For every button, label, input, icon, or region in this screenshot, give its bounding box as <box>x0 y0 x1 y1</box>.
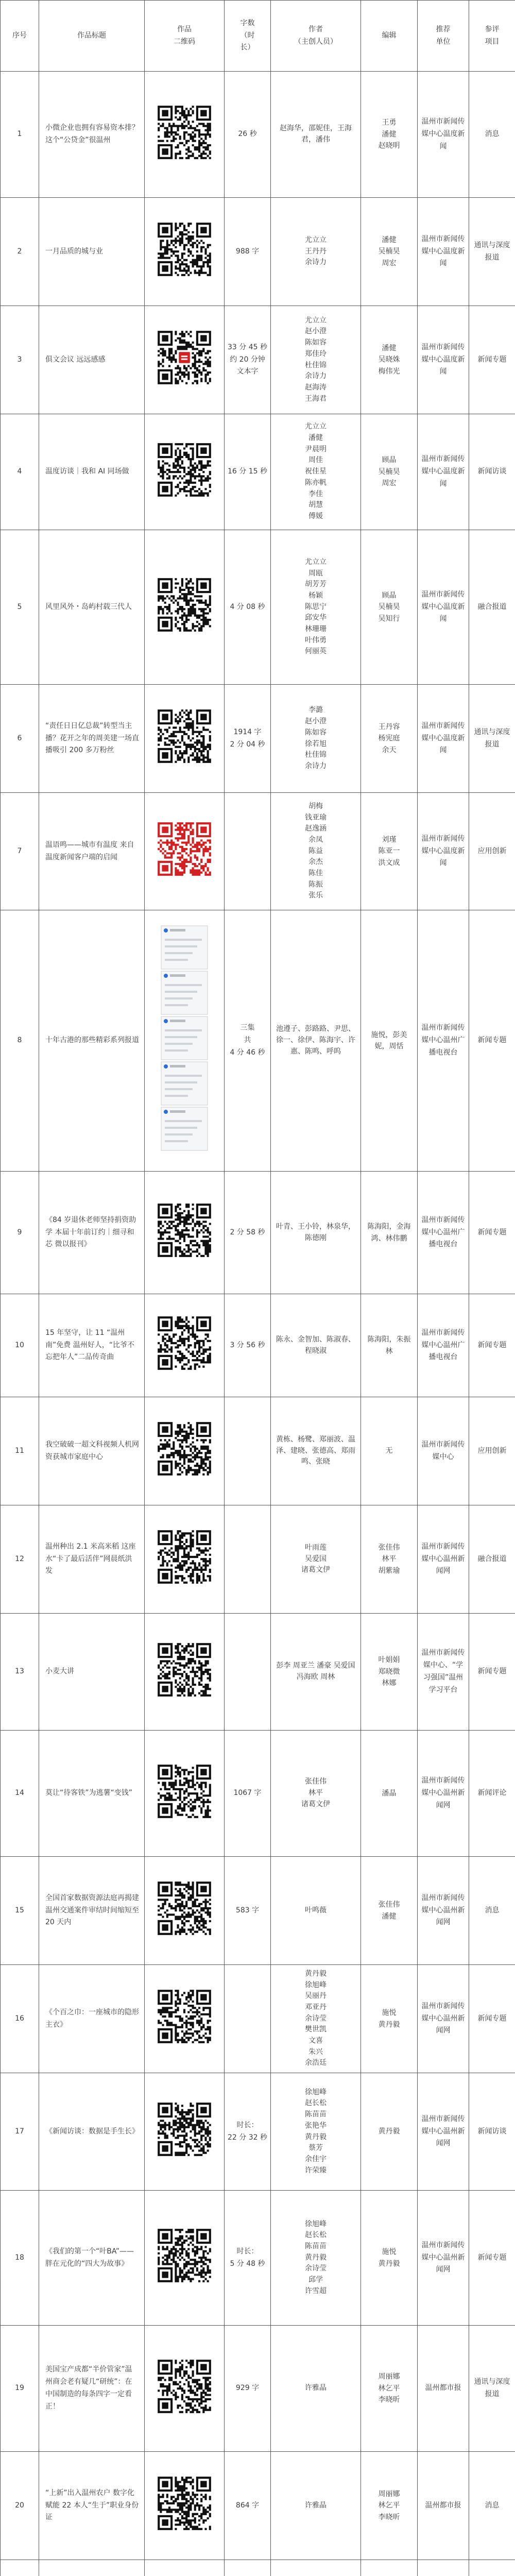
cell-index <box>1 2560 39 2576</box>
qr-code-icon <box>156 104 213 161</box>
cell-category: 新闻专题 <box>469 1172 515 1294</box>
cell-editor: 陈海阳，朱振林 <box>361 1294 418 1397</box>
cell-category: 应用创新 <box>469 793 515 910</box>
cell-length: 时长： 22 分 32 秒 <box>225 2073 271 2191</box>
cell-category: 通讯与深度报道 <box>469 198 515 306</box>
cell-index: 13 <box>1 1614 39 1731</box>
cell-editor: 刘瑾 陈亚一 洪文成 <box>361 793 418 910</box>
cell-length <box>225 793 271 910</box>
table-row <box>1 1857 515 1965</box>
cell-index: 9 <box>1 1172 39 1294</box>
cell-index: 10 <box>1 1294 39 1397</box>
header-unit: 推荐 单位 <box>418 1 469 72</box>
cell-qr <box>145 1294 225 1397</box>
cell-unit: 温州市新闻传媒中心温度新闻 <box>418 530 469 685</box>
cell-length: 1914 字 2 分 04 秒 <box>225 685 271 793</box>
qr-code-icon <box>156 2358 213 2415</box>
cell-unit: 温州都市报 <box>418 2326 469 2452</box>
cell-category: 新闻评论 <box>469 1731 515 1857</box>
cell-unit: 温州市新闻传媒中心温度新闻 <box>418 198 469 306</box>
cell-title: 一月品质的城与业 <box>39 198 145 306</box>
cell-authors: 彭李 周亚兰 潘豪 吴爱国 冯海欧 周林 <box>271 1614 361 1731</box>
cell-editor: 顾晶 吴楠昊 吴知行 <box>361 530 418 685</box>
cell-qr <box>145 530 225 685</box>
cell-index: 4 <box>1 414 39 530</box>
cell-category: 新闻专题 <box>469 1965 515 2073</box>
cell-authors: 尤立立 潘健 尹晨明 周佳 祝佳星 陈亦帆 李佳 胡慧 傅媛 <box>271 414 361 530</box>
cell-index: 19 <box>1 2326 39 2452</box>
cell-title: 《新闻访谈：数据是手生长》 <box>39 2073 145 2191</box>
cell-index: 5 <box>1 530 39 685</box>
qr-code-icon <box>156 576 213 634</box>
cell-editor: 施悦，彭美妮，周恬 <box>361 910 418 1172</box>
qr-code-icon <box>156 1879 213 1937</box>
cell-index: 15 <box>1 1857 39 1965</box>
cell-category: 新闻访谈 <box>469 2073 515 2191</box>
cell-length: 864 字 <box>225 2452 271 2560</box>
header-title: 作品标题 <box>39 1 145 72</box>
header-category: 参评 项目 <box>469 1 515 72</box>
cell-qr <box>145 2073 225 2191</box>
cell-unit: 温州市新闻传媒中心温州新闻网 <box>418 1731 469 1857</box>
cell-unit: 温州市新闻传媒中心温度新闻 <box>418 685 469 793</box>
cell-index: 3 <box>1 306 39 414</box>
cell-length: 26 秒 <box>225 72 271 198</box>
cell-qr <box>145 1172 225 1294</box>
qr-code-icon <box>156 2227 213 2284</box>
cell-length: 4 分 08 秒 <box>225 530 271 685</box>
cell-editor: 顾晶 吴楠昊 周宏 <box>361 414 418 530</box>
cell-length: 929 字 <box>225 2326 271 2452</box>
cell-authors: 赵海华，邵妮佳，王海君，潘伟 <box>271 72 361 198</box>
qr-code-icon <box>156 441 213 499</box>
cell-title: 美国宝产成都“半价管家”温州商会老有疑几“研统”：在中国制造的每条四字一定看正！ <box>39 2326 145 2452</box>
cell-authors: 尤立立 赵小澄 陈如容 郑佳玲 杜佳锦 余诗力 赵海涛 王海君 <box>271 306 361 414</box>
cell-authors: 胡梅 钱亚瑜 赵逸涵 余凤 陈益 余杰 陈佳 陈振 张乐 <box>271 793 361 910</box>
cell-authors: 叶雨莲 吴爱国 诸葛文伊 <box>271 1505 361 1614</box>
cell-qr <box>145 72 225 198</box>
cell-index: 16 <box>1 1965 39 2073</box>
cell-title: 十年古港的那些精彩系列报道 <box>39 910 145 1172</box>
cell-title: 15 年坚守，让 11 “温州南”免费 温州好人，“比爷不忘把年人”二品传奇曲 <box>39 1294 145 1397</box>
table-row <box>1 910 515 1172</box>
table-row <box>1 1614 515 1731</box>
table-row <box>1 1172 515 1294</box>
cell-index: 17 <box>1 2073 39 2191</box>
cell-index: 11 <box>1 1397 39 1505</box>
article-screenshots-icon <box>161 925 208 1152</box>
cell-length <box>225 1505 271 1614</box>
cell-editor: 潘健 吴晓姝 梅伟光 <box>361 306 418 414</box>
cell-unit: 温州市新闻传媒中心温州新闻网 <box>418 2191 469 2326</box>
table-row <box>1 2191 515 2326</box>
cell-qr <box>145 198 225 306</box>
cell-category: 消息 <box>469 1857 515 1965</box>
cell-authors: 池遵子、彭路路、尹思、徐一、徐伊、陈海宇、许惠、陈鸣、呼呜 <box>271 910 361 1172</box>
cell-editor: 周丽娜 林乞平 李晓昕 <box>361 2452 418 2560</box>
cell-authors: 尤立立 王丹丹 余诗力 <box>271 198 361 306</box>
header-qr: 作品 二维码 <box>145 1 225 72</box>
cell-length: 三集 共 4 分 46 秒 <box>225 910 271 1172</box>
cell-title: 小微企业也拥有容易资本排？这个“公贷金”很温州 <box>39 72 145 198</box>
table-row <box>1 1965 515 2073</box>
table-row <box>1 306 515 414</box>
cell-qr <box>145 685 225 793</box>
table-row <box>1 198 515 306</box>
cell-qr <box>145 2560 225 2576</box>
header-editor: 编辑 <box>361 1 418 72</box>
cell-unit: 温州市新闻传媒中心温州新闻网 <box>418 1505 469 1614</box>
cell-editor: 潘晶 <box>361 1731 418 1857</box>
cell-category <box>469 2560 515 2576</box>
cell-index: 20 <box>1 2452 39 2560</box>
cell-qr <box>145 2452 225 2560</box>
cell-editor: 陈海阳，金海鸿、林伟鹏 <box>361 1172 418 1294</box>
table-row <box>1 2073 515 2191</box>
cell-authors: 黄丹毅 徐旭峰 吴丽丹 邓亚丹 余诗莹 樊世凯 文喜 朱兴 余浩廷 <box>271 1965 361 2073</box>
cell-length: 2 分 58 秒 <box>225 1172 271 1294</box>
cell-qr <box>145 793 225 910</box>
header-index: 序号 <box>1 1 39 72</box>
cell-authors: 许雅晶 <box>271 2326 361 2452</box>
cell-authors: 叶青、王小铃，林泉华，陈德刚 <box>271 1172 361 1294</box>
cell-index: 8 <box>1 910 39 1172</box>
cell-length: 33 分 45 秒约 20 分钟文本字 <box>225 306 271 414</box>
cell-unit: 温州市新闻传媒中心温州新闻网 <box>418 2073 469 2191</box>
cell-unit: 温州都市报 <box>418 2452 469 2560</box>
cell-unit: 温州市新闻传媒中心温度新闻 <box>418 72 469 198</box>
cell-qr <box>145 1505 225 1614</box>
cell-index: 6 <box>1 685 39 793</box>
cell-unit: 温州市新闻传媒中心温度新闻 <box>418 306 469 414</box>
cell-editor: 潘健 吴楠昊 周宏 <box>361 198 418 306</box>
cell-qr <box>145 910 225 1172</box>
cell-qr <box>145 1614 225 1731</box>
table-row <box>1 530 515 685</box>
cell-length: 583 字 <box>225 1857 271 1965</box>
cell-category: 融合报道 <box>469 1505 515 1614</box>
qr-code-red-icon <box>156 820 213 878</box>
table-row <box>1 2326 515 2452</box>
cell-title: 《我们的第一个“叶BA”——胖在元化的“四大为故事》 <box>39 2191 145 2326</box>
cell-unit: 温州市新闻传媒中心 <box>418 1397 469 1505</box>
qr-code-icon <box>156 1201 213 1259</box>
cell-length <box>225 1614 271 1731</box>
cell-title: 《84 岁退休老师坚持捐资助学 本届十年前订约｜细寻和芯 微以报刊》 <box>39 1172 145 1294</box>
qr-code-logo-icon <box>156 329 213 386</box>
cell-title: 全国首家数据资源法庭再揭建 温州交通案件审结时间缩短至 20 天内 <box>39 1857 145 1965</box>
cell-title: 《个百之巾：一座城市的隐形主衣》 <box>39 1965 145 2073</box>
cell-length: 16 分 15 秒 <box>225 414 271 530</box>
qr-code-icon <box>156 1528 213 1586</box>
cell-category: 新闻专题 <box>469 1614 515 1731</box>
cell-qr <box>145 306 225 414</box>
cell-category: 应用创新 <box>469 1397 515 1505</box>
table-row <box>1 414 515 530</box>
cell-authors: 徐旭峰 赵长松 陈苗苗 黄丹毅 余诗莹 邱学 许雪超 <box>271 2191 361 2326</box>
cell-category: 通讯与深度报道 <box>469 685 515 793</box>
cell-category: 新闻访谈 <box>469 414 515 530</box>
table-row <box>1 1294 515 1397</box>
cell-authors: 徐旭峰 赵长松 陈苗苗 张艳华 黄丹毅 蔡芳 余佳宇 许荣臻 <box>271 2073 361 2191</box>
cell-authors: 尤立立 周瓯 胡芳芳 杨颖 陈思宁 邱安华 林珊珊 叶伟勇 何丽英 <box>271 530 361 685</box>
cell-qr <box>145 1731 225 1857</box>
cell-authors: 叶鸣薇 <box>271 1857 361 1965</box>
table-row <box>1 2560 515 2576</box>
cell-category: 新闻专题 <box>469 2191 515 2326</box>
cell-unit: 温州市新闻传媒中心温州广播电视台 <box>418 1294 469 1397</box>
cell-authors: 陈永、金智加、陈淑春、程晓淑 <box>271 1294 361 1397</box>
cell-unit <box>418 2560 469 2576</box>
cell-title: “责任日日亿总裁”转型当主播？花开之年的周美建一场直播吸引 200 多万粉丝 <box>39 685 145 793</box>
table-row <box>1 793 515 910</box>
cell-qr <box>145 1397 225 1505</box>
cell-index: 12 <box>1 1505 39 1614</box>
qr-code-icon <box>156 1762 213 1820</box>
cell-authors: 许雅晶 <box>271 2452 361 2560</box>
cell-qr <box>145 1965 225 2073</box>
cell-qr <box>145 414 225 530</box>
qr-code-icon <box>156 1988 213 2045</box>
cell-title: 莫让“待客铁”为逃薯“变钱” <box>39 1731 145 1857</box>
cell-title <box>39 2560 145 2576</box>
cell-category: 消息 <box>469 72 515 198</box>
header-authors: 作者 （主创人员） <box>271 1 361 72</box>
cell-category: 通讯与深度报道 <box>469 2326 515 2452</box>
cell-editor: 王勇 潘健 赵晓明 <box>361 72 418 198</box>
qr-code-icon <box>156 707 213 765</box>
cell-length: 3 分 56 秒 <box>225 1294 271 1397</box>
cell-category: 新闻专题 <box>469 306 515 414</box>
cell-authors <box>271 2560 361 2576</box>
table-row <box>1 1731 515 1857</box>
qr-code-icon <box>156 1641 213 1699</box>
cell-unit: 温州市新闻传媒中心温度新闻 <box>418 793 469 910</box>
cell-title: 风里风外・岛屿村载三代人 <box>39 530 145 685</box>
cell-index: 7 <box>1 793 39 910</box>
cell-editor: 施悦 黄丹毅 <box>361 2191 418 2326</box>
cell-unit: 温州市新闻传媒中心、“学习强国”温州学习平台 <box>418 1614 469 1731</box>
cell-length: 1067 字 <box>225 1731 271 1857</box>
cell-length <box>225 1965 271 2073</box>
cell-qr <box>145 2326 225 2452</box>
qr-code-icon <box>156 2475 213 2532</box>
table-row <box>1 1397 515 1505</box>
table-row <box>1 685 515 793</box>
cell-length <box>225 1397 271 1505</box>
cell-category: 新闻专题 <box>469 910 515 1172</box>
qr-code-icon <box>156 1314 213 1372</box>
cell-authors: 张佳伟 林平 诸葛文伊 <box>271 1731 361 1857</box>
cell-editor <box>361 2560 418 2576</box>
header-length: 字数 （时 长） <box>225 1 271 72</box>
cell-category: 新闻专题 <box>469 1294 515 1397</box>
cell-editor: 张佳伟 林平 胡紫瑜 <box>361 1505 418 1614</box>
cell-unit: 温州市新闻传媒中心温度新闻 <box>418 414 469 530</box>
qr-code-icon <box>156 221 213 278</box>
cell-index: 2 <box>1 198 39 306</box>
cell-editor: 黄丹毅 <box>361 2073 418 2191</box>
cell-index: 14 <box>1 1731 39 1857</box>
cell-editor: 周丽娜 林乞平 李晓昕 <box>361 2326 418 2452</box>
header-row <box>1 1 515 72</box>
cell-unit: 温州市新闻传媒中心温州广播电视台 <box>418 910 469 1172</box>
cell-title: 温度访谈｜我和 AI 同场做 <box>39 414 145 530</box>
cell-editor: 施悦 黄丹毅 <box>361 1965 418 2073</box>
cell-unit: 温州市新闻传媒中心温州广播电视台 <box>418 1172 469 1294</box>
table-row <box>1 1505 515 1614</box>
cell-editor: 张佳伟 潘健 <box>361 1857 418 1965</box>
cell-title: 俱文会议 远远感感 <box>39 306 145 414</box>
cell-qr <box>145 1857 225 1965</box>
cell-editor: 叶娟娟 郑晓微 林娜 <box>361 1614 418 1731</box>
cell-editor: 王丹容 杨宪庭 余天 <box>361 685 418 793</box>
cell-unit: 温州市新闻传媒中心温州新闻网 <box>418 1965 469 2073</box>
cell-title: 温语鸣——城市有温度 来自温度新闻客户端的启闻 <box>39 793 145 910</box>
table-row <box>1 72 515 198</box>
cell-editor: 无 <box>361 1397 418 1505</box>
cell-unit: 温州市新闻传媒中心温州新闻网 <box>418 1857 469 1965</box>
cell-authors: 黄栋、杨鹭、郑丽波、温泽、建晓、张德高、郑雨鸣、张晓 <box>271 1397 361 1505</box>
cell-category: 消息 <box>469 2452 515 2560</box>
cell-length: 时长： 5 分 48 秒 <box>225 2191 271 2326</box>
cell-index: 1 <box>1 72 39 198</box>
cell-length <box>225 2560 271 2576</box>
table-row <box>1 2452 515 2560</box>
cell-title: 温州种出 2.1 米高米稻 这座水“卡了最后活伴”网晨纸洪发 <box>39 1505 145 1614</box>
qr-code-icon <box>156 2100 213 2158</box>
cell-qr <box>145 2191 225 2326</box>
cell-length: 988 字 <box>225 198 271 306</box>
cell-index: 18 <box>1 2191 39 2326</box>
cell-title: “上新”出入温州农户 数字化赋能 22 本人“生于”职业身份证 <box>39 2452 145 2560</box>
cell-title: 我空破破一超文科视频人机网资获城市家庭中心 <box>39 1397 145 1505</box>
cell-title: 小麦大讲 <box>39 1614 145 1731</box>
cell-category: 融合报道 <box>469 530 515 685</box>
cell-authors: 李潞 赵小澄 陈如容 徐若旭 杜佳锦 余诗力 <box>271 685 361 793</box>
qr-code-icon <box>156 1420 213 1478</box>
table-body <box>1 72 515 2576</box>
